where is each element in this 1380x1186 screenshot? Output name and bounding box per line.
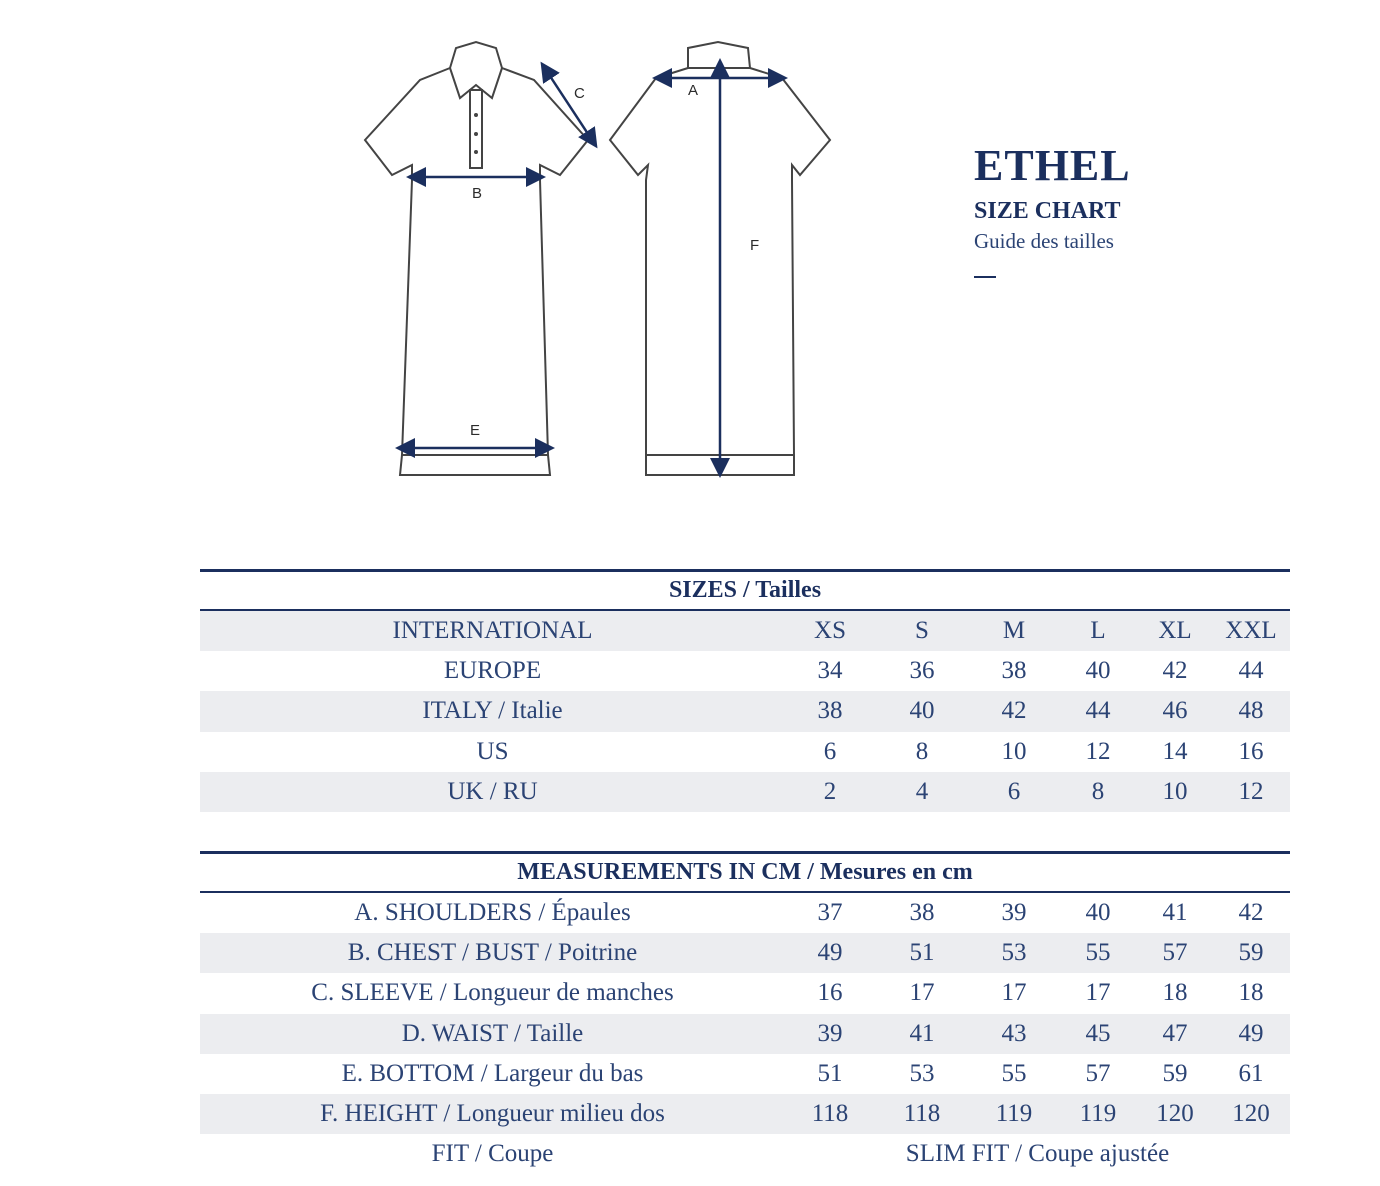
table-row	[200, 651, 1290, 691]
table-cell: 42	[1162, 657, 1188, 685]
table-cell: 10	[1001, 737, 1027, 765]
table-row	[200, 893, 1290, 933]
table-cell: 40	[1085, 657, 1111, 685]
front-buttons	[474, 113, 478, 154]
table-cell: 42	[1001, 697, 1027, 725]
table-row	[200, 1054, 1290, 1094]
table-cell: 6	[1007, 777, 1021, 805]
table-cell: 47	[1162, 1019, 1188, 1047]
table-cell: 57	[1085, 1059, 1111, 1087]
sizes-table	[200, 569, 1290, 812]
table-cell: 38	[817, 697, 843, 725]
dress-flat-sketch	[350, 30, 850, 490]
table-cell: 41	[909, 1019, 935, 1047]
row-label: D. WAIST / Taille	[401, 1019, 584, 1047]
table-row	[200, 973, 1290, 1013]
row-label: INTERNATIONAL	[392, 617, 593, 645]
table-cell: 57	[1162, 939, 1188, 967]
table-row	[200, 611, 1290, 651]
table-cell: 120	[1232, 1100, 1270, 1128]
garment-drawings	[350, 30, 850, 490]
sizes-rows	[200, 611, 1290, 812]
table-cell: 4	[915, 777, 929, 805]
measurements-header-fr: Mesures en cm	[819, 859, 973, 885]
table-row	[200, 691, 1290, 731]
table-cell: 43	[1001, 1019, 1027, 1047]
table-cell: 120	[1156, 1100, 1194, 1128]
fit-row	[200, 1134, 1290, 1174]
row-label: A. SHOULDERS / Épaules	[354, 899, 631, 927]
row-label: EUROPE	[443, 657, 542, 685]
table-cell: 53	[909, 1059, 935, 1087]
measurements-table	[200, 851, 1290, 1174]
table-cell: 17	[909, 979, 935, 1007]
table-cell: 51	[909, 939, 935, 967]
row-label: ITALY / Italie	[422, 697, 563, 725]
table-cell: 119	[1079, 1100, 1117, 1128]
table-cell: 49	[817, 939, 843, 967]
fit-label: FIT / Coupe	[431, 1140, 554, 1168]
table-cell: M	[1002, 617, 1026, 645]
size-chart-subtitle-fr: Guide des tailles	[974, 229, 1114, 253]
product-name: ETHEL	[974, 141, 1131, 190]
sizes-header-fr: Tailles	[755, 577, 822, 603]
table-cell: 48	[1238, 697, 1264, 725]
table-cell: 34	[817, 657, 843, 685]
row-label: F. HEIGHT / Longueur milieu dos	[320, 1100, 665, 1128]
front-view	[365, 42, 588, 475]
label-f: F	[750, 237, 760, 254]
table-cell: 17	[1085, 979, 1111, 1007]
label-b: B	[472, 185, 483, 202]
divider-dash	[974, 276, 996, 278]
table-cell: 38	[1001, 657, 1027, 685]
fit-value: SLIM FIT / Coupe ajustée	[905, 1140, 1170, 1168]
table-cell: 14	[1162, 737, 1188, 765]
table-row	[200, 1014, 1290, 1054]
table-cell: 12	[1238, 777, 1264, 805]
table-cell: 59	[1238, 939, 1264, 967]
table-cell: 53	[1001, 939, 1027, 967]
row-label: UK / RU	[447, 777, 538, 805]
sizes-header-en: SIZES	[668, 577, 737, 603]
table-cell: 51	[817, 1059, 843, 1087]
table-cell: 46	[1162, 697, 1188, 725]
measurements-rows	[200, 893, 1290, 1134]
table-cell: 45	[1085, 1019, 1111, 1047]
table-cell: 8	[1091, 777, 1105, 805]
table-cell: 55	[1085, 939, 1111, 967]
table-row	[200, 732, 1290, 772]
table-cell: XXL	[1225, 617, 1277, 645]
table-cell: 118	[903, 1100, 941, 1128]
measurements-header-en: MEASUREMENTS IN CM	[517, 859, 802, 885]
row-label: E. BOTTOM / Largeur du bas	[341, 1059, 644, 1087]
table-cell: 36	[909, 657, 935, 685]
table-cell: 8	[915, 737, 929, 765]
size-chart-title: SIZE CHART	[974, 198, 1121, 224]
table-cell: S	[915, 617, 929, 645]
table-cell: L	[1090, 617, 1106, 645]
label-c: C	[574, 85, 585, 102]
table-cell: 44	[1238, 657, 1264, 685]
table-cell: 10	[1162, 777, 1188, 805]
table-cell: 12	[1085, 737, 1111, 765]
row-label: US	[476, 737, 509, 765]
table-cell: 18	[1238, 979, 1264, 1007]
table-row	[200, 772, 1290, 812]
table-cell: 18	[1162, 979, 1188, 1007]
table-cell: 42	[1238, 899, 1264, 927]
table-cell: XS	[814, 617, 846, 645]
brand-block	[974, 142, 1274, 278]
table-cell: 41	[1162, 899, 1188, 927]
table-cell: 40	[909, 697, 935, 725]
table-cell: 6	[823, 737, 837, 765]
table-cell: 16	[1238, 737, 1264, 765]
sizes-header-sep: /	[737, 577, 756, 603]
table-cell: 2	[823, 777, 837, 805]
label-e: E	[470, 422, 481, 439]
table-cell: 38	[909, 899, 935, 927]
table-cell: 16	[817, 979, 843, 1007]
table-cell: 44	[1085, 697, 1111, 725]
table-cell: 118	[811, 1100, 849, 1128]
table-row	[200, 1094, 1290, 1134]
table-cell: 37	[817, 899, 843, 927]
table-cell: 119	[995, 1100, 1033, 1128]
table-cell: 39	[1001, 899, 1027, 927]
table-cell: 49	[1238, 1019, 1264, 1047]
row-label: C. SLEEVE / Longueur de manches	[311, 979, 674, 1007]
table-row	[200, 933, 1290, 973]
measurements-header	[200, 854, 1290, 891]
table-cell: 61	[1238, 1059, 1264, 1087]
table-cell: 39	[817, 1019, 843, 1047]
table-cell: 17	[1001, 979, 1027, 1007]
row-label: B. CHEST / BUST / Poitrine	[347, 939, 638, 967]
table-cell: 55	[1001, 1059, 1027, 1087]
sizes-header	[200, 572, 1290, 609]
table-cell: 40	[1085, 899, 1111, 927]
table-cell: 59	[1162, 1059, 1188, 1087]
label-a: A	[688, 82, 699, 99]
table-cell: XL	[1158, 617, 1192, 645]
measurements-header-sep: /	[801, 859, 820, 885]
